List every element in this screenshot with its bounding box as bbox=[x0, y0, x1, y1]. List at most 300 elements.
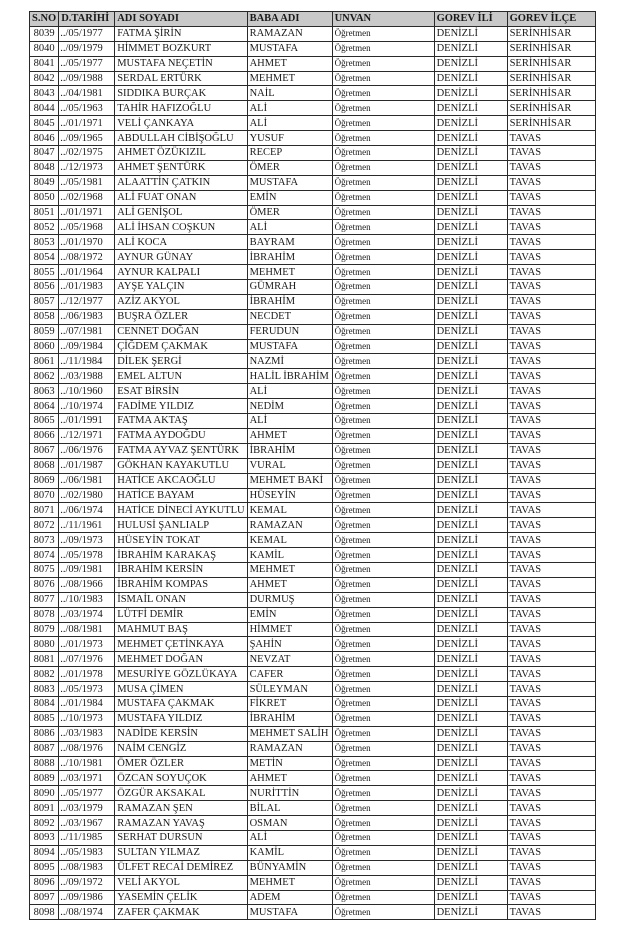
cell-district: TAVAS bbox=[507, 682, 595, 697]
cell-full-name: FATMA AYDOĞDU bbox=[115, 428, 247, 443]
cell-province: DENİZLİ bbox=[434, 890, 507, 905]
table-row bbox=[30, 726, 596, 741]
table-row bbox=[30, 56, 596, 71]
cell-district: TAVAS bbox=[507, 458, 595, 473]
cell-province: DENİZLİ bbox=[434, 830, 507, 845]
cell-title: Öğretmen bbox=[332, 637, 434, 652]
cell-district: TAVAS bbox=[507, 890, 595, 905]
cell-birth-date: ../05/1977 bbox=[59, 26, 115, 41]
cell-birth-date: ../01/1983 bbox=[59, 280, 115, 295]
table-row bbox=[30, 265, 596, 280]
cell-title: Öğretmen bbox=[332, 756, 434, 771]
cell-full-name: NADİDE KERSİN bbox=[115, 726, 247, 741]
cell-full-name: MESURİYE GÖZLÜKAYA bbox=[115, 667, 247, 682]
cell-district: TAVAS bbox=[507, 771, 595, 786]
cell-sno: 8056 bbox=[30, 280, 59, 295]
cell-province: DENİZLİ bbox=[434, 101, 507, 116]
cell-birth-date: ../05/1977 bbox=[59, 56, 115, 71]
cell-district: TAVAS bbox=[507, 339, 595, 354]
cell-sno: 8053 bbox=[30, 235, 59, 250]
cell-sno: 8069 bbox=[30, 473, 59, 488]
cell-district: TAVAS bbox=[507, 220, 595, 235]
cell-father-name: İBRAHİM bbox=[247, 294, 332, 309]
cell-father-name: AHMET bbox=[247, 428, 332, 443]
cell-sno: 8060 bbox=[30, 339, 59, 354]
cell-birth-date: ../03/1988 bbox=[59, 369, 115, 384]
cell-district: TAVAS bbox=[507, 160, 595, 175]
cell-birth-date: ../05/1981 bbox=[59, 175, 115, 190]
cell-father-name: ALİ bbox=[247, 414, 332, 429]
cell-province: DENİZLİ bbox=[434, 86, 507, 101]
cell-father-name: NAZMİ bbox=[247, 354, 332, 369]
cell-title: Öğretmen bbox=[332, 562, 434, 577]
cell-title: Öğretmen bbox=[332, 473, 434, 488]
cell-full-name: MUSTAFA ÇAKMAK bbox=[115, 696, 247, 711]
cell-full-name: ÖMER ÖZLER bbox=[115, 756, 247, 771]
cell-sno: 8067 bbox=[30, 443, 59, 458]
cell-province: DENİZLİ bbox=[434, 622, 507, 637]
header-sno: S.NO bbox=[30, 12, 59, 27]
cell-birth-date: ../02/1968 bbox=[59, 190, 115, 205]
cell-province: DENİZLİ bbox=[434, 116, 507, 131]
cell-father-name: YUSUF bbox=[247, 131, 332, 146]
cell-district: TAVAS bbox=[507, 562, 595, 577]
cell-father-name: OSMAN bbox=[247, 816, 332, 831]
cell-title: Öğretmen bbox=[332, 890, 434, 905]
cell-title: Öğretmen bbox=[332, 116, 434, 131]
cell-birth-date: ../09/1979 bbox=[59, 41, 115, 56]
cell-full-name: TAHİR HAFIZOĞLU bbox=[115, 101, 247, 116]
cell-district: TAVAS bbox=[507, 652, 595, 667]
table-row bbox=[30, 711, 596, 726]
personnel-table bbox=[29, 11, 596, 920]
cell-province: DENİZLİ bbox=[434, 741, 507, 756]
cell-province: DENİZLİ bbox=[434, 146, 507, 161]
cell-province: DENİZLİ bbox=[434, 696, 507, 711]
cell-father-name: METİN bbox=[247, 756, 332, 771]
cell-title: Öğretmen bbox=[332, 56, 434, 71]
cell-sno: 8072 bbox=[30, 518, 59, 533]
table-row bbox=[30, 443, 596, 458]
cell-district: TAVAS bbox=[507, 443, 595, 458]
cell-father-name: MEHMET BAKİ bbox=[247, 473, 332, 488]
cell-title: Öğretmen bbox=[332, 205, 434, 220]
cell-province: DENİZLİ bbox=[434, 562, 507, 577]
cell-full-name: FATMA ŞİRİN bbox=[115, 26, 247, 41]
cell-title: Öğretmen bbox=[332, 786, 434, 801]
cell-sno: 8041 bbox=[30, 56, 59, 71]
cell-sno: 8095 bbox=[30, 860, 59, 875]
cell-father-name: ÖMER bbox=[247, 205, 332, 220]
cell-birth-date: ../08/1976 bbox=[59, 741, 115, 756]
table-row bbox=[30, 637, 596, 652]
cell-district: TAVAS bbox=[507, 399, 595, 414]
cell-title: Öğretmen bbox=[332, 845, 434, 860]
table-row bbox=[30, 86, 596, 101]
cell-title: Öğretmen bbox=[332, 399, 434, 414]
table-row bbox=[30, 294, 596, 309]
cell-sno: 8049 bbox=[30, 175, 59, 190]
cell-district: TAVAS bbox=[507, 265, 595, 280]
cell-father-name: İBRAHİM bbox=[247, 443, 332, 458]
cell-father-name: BİLAL bbox=[247, 801, 332, 816]
cell-sno: 8054 bbox=[30, 250, 59, 265]
cell-district: TAVAS bbox=[507, 548, 595, 563]
cell-father-name: NAİL bbox=[247, 86, 332, 101]
cell-sno: 8068 bbox=[30, 458, 59, 473]
cell-province: DENİZLİ bbox=[434, 384, 507, 399]
cell-province: DENİZLİ bbox=[434, 652, 507, 667]
cell-full-name: CENNET DOĞAN bbox=[115, 324, 247, 339]
cell-sno: 8061 bbox=[30, 354, 59, 369]
cell-district: TAVAS bbox=[507, 294, 595, 309]
cell-father-name: KEMAL bbox=[247, 533, 332, 548]
cell-full-name: ESAT BİRSİN bbox=[115, 384, 247, 399]
cell-full-name: HULUSİ ŞANLIALP bbox=[115, 518, 247, 533]
table-row bbox=[30, 309, 596, 324]
cell-birth-date: ../05/1977 bbox=[59, 786, 115, 801]
cell-province: DENİZLİ bbox=[434, 860, 507, 875]
cell-father-name: BAYRAM bbox=[247, 235, 332, 250]
cell-birth-date: ../09/1988 bbox=[59, 71, 115, 86]
cell-birth-date: ../06/1981 bbox=[59, 473, 115, 488]
cell-province: DENİZLİ bbox=[434, 294, 507, 309]
table-row bbox=[30, 830, 596, 845]
cell-birth-date: ../06/1974 bbox=[59, 503, 115, 518]
table-row bbox=[30, 577, 596, 592]
cell-sno: 8040 bbox=[30, 41, 59, 56]
cell-birth-date: ../02/1975 bbox=[59, 146, 115, 161]
cell-title: Öğretmen bbox=[332, 652, 434, 667]
cell-sno: 8051 bbox=[30, 205, 59, 220]
table-row bbox=[30, 890, 596, 905]
cell-title: Öğretmen bbox=[332, 384, 434, 399]
cell-district: TAVAS bbox=[507, 205, 595, 220]
cell-title: Öğretmen bbox=[332, 309, 434, 324]
cell-province: DENİZLİ bbox=[434, 577, 507, 592]
table-row bbox=[30, 116, 596, 131]
cell-birth-date: ../02/1980 bbox=[59, 488, 115, 503]
cell-father-name: CAFER bbox=[247, 667, 332, 682]
cell-father-name: HİMMET bbox=[247, 622, 332, 637]
cell-birth-date: ../05/1978 bbox=[59, 548, 115, 563]
cell-title: Öğretmen bbox=[332, 146, 434, 161]
cell-sno: 8077 bbox=[30, 592, 59, 607]
cell-title: Öğretmen bbox=[332, 682, 434, 697]
cell-birth-date: ../07/1981 bbox=[59, 324, 115, 339]
cell-birth-date: ../12/1973 bbox=[59, 160, 115, 175]
cell-district: TAVAS bbox=[507, 250, 595, 265]
cell-title: Öğretmen bbox=[332, 175, 434, 190]
table-row bbox=[30, 875, 596, 890]
table-row bbox=[30, 622, 596, 637]
cell-father-name: NURİTTİN bbox=[247, 786, 332, 801]
cell-province: DENİZLİ bbox=[434, 592, 507, 607]
table-row bbox=[30, 339, 596, 354]
cell-sno: 8084 bbox=[30, 696, 59, 711]
cell-father-name: ALİ bbox=[247, 830, 332, 845]
cell-province: DENİZLİ bbox=[434, 533, 507, 548]
cell-father-name: MEHMET bbox=[247, 875, 332, 890]
cell-full-name: RAMAZAN ŞEN bbox=[115, 801, 247, 816]
cell-birth-date: ../12/1977 bbox=[59, 294, 115, 309]
cell-father-name: RAMAZAN bbox=[247, 518, 332, 533]
table-row bbox=[30, 101, 596, 116]
cell-title: Öğretmen bbox=[332, 518, 434, 533]
cell-district: TAVAS bbox=[507, 801, 595, 816]
cell-full-name: ALAATTİN ÇATKIN bbox=[115, 175, 247, 190]
cell-province: DENİZLİ bbox=[434, 667, 507, 682]
cell-district: TAVAS bbox=[507, 875, 595, 890]
table-row bbox=[30, 131, 596, 146]
cell-province: DENİZLİ bbox=[434, 280, 507, 295]
cell-title: Öğretmen bbox=[332, 622, 434, 637]
cell-district: SERİNHİSAR bbox=[507, 71, 595, 86]
cell-full-name: MAHMUT BAŞ bbox=[115, 622, 247, 637]
cell-full-name: NAİM CENGİZ bbox=[115, 741, 247, 756]
cell-title: Öğretmen bbox=[332, 741, 434, 756]
cell-birth-date: ../07/1976 bbox=[59, 652, 115, 667]
cell-birth-date: ../03/1979 bbox=[59, 801, 115, 816]
cell-province: DENİZLİ bbox=[434, 309, 507, 324]
cell-sno: 8058 bbox=[30, 309, 59, 324]
cell-district: TAVAS bbox=[507, 488, 595, 503]
cell-birth-date: ../08/1981 bbox=[59, 622, 115, 637]
table-row bbox=[30, 414, 596, 429]
cell-father-name: MEHMET bbox=[247, 265, 332, 280]
cell-full-name: DİLEK ŞERGİ bbox=[115, 354, 247, 369]
cell-title: Öğretmen bbox=[332, 488, 434, 503]
cell-title: Öğretmen bbox=[332, 726, 434, 741]
cell-district: TAVAS bbox=[507, 518, 595, 533]
cell-full-name: YASEMİN ÇELİK bbox=[115, 890, 247, 905]
cell-full-name: GÖKHAN KAYAKUTLU bbox=[115, 458, 247, 473]
cell-full-name: VELİ ÇANKAYA bbox=[115, 116, 247, 131]
cell-district: TAVAS bbox=[507, 473, 595, 488]
cell-title: Öğretmen bbox=[332, 667, 434, 682]
cell-sno: 8089 bbox=[30, 771, 59, 786]
table-row bbox=[30, 682, 596, 697]
cell-full-name: AHMET ÖZÜKIZIL bbox=[115, 146, 247, 161]
cell-sno: 8088 bbox=[30, 756, 59, 771]
cell-full-name: MEHMET DOĞAN bbox=[115, 652, 247, 667]
cell-title: Öğretmen bbox=[332, 294, 434, 309]
table-row bbox=[30, 458, 596, 473]
cell-full-name: ALİ GENİŞOL bbox=[115, 205, 247, 220]
cell-birth-date: ../09/1981 bbox=[59, 562, 115, 577]
cell-province: DENİZLİ bbox=[434, 324, 507, 339]
cell-province: DENİZLİ bbox=[434, 56, 507, 71]
cell-sno: 8081 bbox=[30, 652, 59, 667]
cell-full-name: LÜTFİ DEMİR bbox=[115, 607, 247, 622]
cell-birth-date: ../03/1974 bbox=[59, 607, 115, 622]
cell-father-name: NECDET bbox=[247, 309, 332, 324]
cell-full-name: AYNUR KALPALI bbox=[115, 265, 247, 280]
cell-title: Öğretmen bbox=[332, 711, 434, 726]
cell-birth-date: ../09/1965 bbox=[59, 131, 115, 146]
cell-father-name: MUSTAFA bbox=[247, 905, 332, 920]
cell-title: Öğretmen bbox=[332, 26, 434, 41]
cell-birth-date: ../03/1971 bbox=[59, 771, 115, 786]
cell-full-name: ÖZCAN SOYUÇOK bbox=[115, 771, 247, 786]
cell-province: DENİZLİ bbox=[434, 726, 507, 741]
cell-full-name: AHMET ŞENTÜRK bbox=[115, 160, 247, 175]
cell-full-name: İBRAHİM KARAKAŞ bbox=[115, 548, 247, 563]
table-row bbox=[30, 667, 596, 682]
cell-full-name: VELİ AKYOL bbox=[115, 875, 247, 890]
cell-full-name: SULTAN YILMAZ bbox=[115, 845, 247, 860]
cell-father-name: ÖMER bbox=[247, 160, 332, 175]
cell-title: Öğretmen bbox=[332, 190, 434, 205]
cell-title: Öğretmen bbox=[332, 71, 434, 86]
table-row bbox=[30, 146, 596, 161]
cell-title: Öğretmen bbox=[332, 592, 434, 607]
cell-province: DENİZLİ bbox=[434, 235, 507, 250]
cell-sno: 8048 bbox=[30, 160, 59, 175]
cell-full-name: EMEL ALTUN bbox=[115, 369, 247, 384]
cell-title: Öğretmen bbox=[332, 160, 434, 175]
cell-full-name: ABDULLAH CİBİŞOĞLU bbox=[115, 131, 247, 146]
cell-sno: 8097 bbox=[30, 890, 59, 905]
cell-sno: 8079 bbox=[30, 622, 59, 637]
cell-birth-date: ../10/1973 bbox=[59, 711, 115, 726]
cell-birth-date: ../01/1964 bbox=[59, 265, 115, 280]
cell-title: Öğretmen bbox=[332, 905, 434, 920]
cell-district: TAVAS bbox=[507, 726, 595, 741]
cell-birth-date: ../10/1960 bbox=[59, 384, 115, 399]
table-row bbox=[30, 369, 596, 384]
cell-full-name: HÜSEYİN TOKAT bbox=[115, 533, 247, 548]
cell-district: TAVAS bbox=[507, 175, 595, 190]
cell-full-name: RAMAZAN YAVAŞ bbox=[115, 816, 247, 831]
cell-father-name: RECEP bbox=[247, 146, 332, 161]
document-page bbox=[29, 11, 596, 920]
cell-full-name: MEHMET ÇETİNKAYA bbox=[115, 637, 247, 652]
cell-father-name: MEHMET SALİH bbox=[247, 726, 332, 741]
cell-title: Öğretmen bbox=[332, 101, 434, 116]
cell-full-name: MUSTAFA YILDIZ bbox=[115, 711, 247, 726]
cell-full-name: ÇİĞDEM ÇAKMAK bbox=[115, 339, 247, 354]
cell-sno: 8086 bbox=[30, 726, 59, 741]
cell-father-name: EMİN bbox=[247, 607, 332, 622]
table-row bbox=[30, 354, 596, 369]
cell-district: TAVAS bbox=[507, 830, 595, 845]
cell-district: TAVAS bbox=[507, 280, 595, 295]
cell-district: TAVAS bbox=[507, 131, 595, 146]
cell-birth-date: ../09/1973 bbox=[59, 533, 115, 548]
cell-full-name: İBRAHİM KERSİN bbox=[115, 562, 247, 577]
cell-full-name: SIDDIKA BURÇAK bbox=[115, 86, 247, 101]
cell-province: DENİZLİ bbox=[434, 369, 507, 384]
cell-birth-date: ../05/1983 bbox=[59, 845, 115, 860]
cell-birth-date: ../01/1973 bbox=[59, 637, 115, 652]
cell-full-name: ALİ İHSAN COŞKUN bbox=[115, 220, 247, 235]
cell-sno: 8065 bbox=[30, 414, 59, 429]
cell-sno: 8047 bbox=[30, 146, 59, 161]
cell-province: DENİZLİ bbox=[434, 503, 507, 518]
cell-father-name: HÜSEYİN bbox=[247, 488, 332, 503]
cell-full-name: AYŞE YALÇIN bbox=[115, 280, 247, 295]
cell-district: TAVAS bbox=[507, 309, 595, 324]
cell-province: DENİZLİ bbox=[434, 250, 507, 265]
cell-father-name: ALİ bbox=[247, 384, 332, 399]
table-row bbox=[30, 548, 596, 563]
table-row bbox=[30, 607, 596, 622]
cell-province: DENİZLİ bbox=[434, 816, 507, 831]
cell-title: Öğretmen bbox=[332, 875, 434, 890]
cell-full-name: MUSA ÇİMEN bbox=[115, 682, 247, 697]
cell-province: DENİZLİ bbox=[434, 428, 507, 443]
cell-sno: 8063 bbox=[30, 384, 59, 399]
cell-full-name: BUŞRA ÖZLER bbox=[115, 309, 247, 324]
cell-father-name: MUSTAFA bbox=[247, 339, 332, 354]
cell-birth-date: ../01/1970 bbox=[59, 235, 115, 250]
cell-full-name: HATİCE BAYAM bbox=[115, 488, 247, 503]
cell-district: TAVAS bbox=[507, 235, 595, 250]
cell-province: DENİZLİ bbox=[434, 845, 507, 860]
cell-district: TAVAS bbox=[507, 592, 595, 607]
table-row bbox=[30, 533, 596, 548]
table-row bbox=[30, 801, 596, 816]
cell-title: Öğretmen bbox=[332, 830, 434, 845]
cell-district: TAVAS bbox=[507, 860, 595, 875]
cell-province: DENİZLİ bbox=[434, 473, 507, 488]
cell-district: TAVAS bbox=[507, 190, 595, 205]
cell-sno: 8074 bbox=[30, 548, 59, 563]
cell-father-name: VURAL bbox=[247, 458, 332, 473]
cell-district: SERİNHİSAR bbox=[507, 116, 595, 131]
cell-birth-date: ../09/1972 bbox=[59, 875, 115, 890]
cell-sno: 8071 bbox=[30, 503, 59, 518]
cell-district: TAVAS bbox=[507, 622, 595, 637]
cell-birth-date: ../12/1971 bbox=[59, 428, 115, 443]
cell-full-name: İBRAHİM KOMPAS bbox=[115, 577, 247, 592]
table-row bbox=[30, 503, 596, 518]
cell-province: DENİZLİ bbox=[434, 756, 507, 771]
cell-sno: 8066 bbox=[30, 428, 59, 443]
cell-sno: 8096 bbox=[30, 875, 59, 890]
header-district: GOREV İLÇE bbox=[507, 12, 595, 27]
cell-full-name: MUSTAFA NEÇETİN bbox=[115, 56, 247, 71]
cell-sno: 8055 bbox=[30, 265, 59, 280]
cell-full-name: HATİCE DİNECİ AYKUTLU bbox=[115, 503, 247, 518]
table-body bbox=[30, 26, 596, 919]
cell-birth-date: ../11/1984 bbox=[59, 354, 115, 369]
cell-title: Öğretmen bbox=[332, 339, 434, 354]
table-header-row bbox=[30, 12, 596, 27]
cell-district: TAVAS bbox=[507, 146, 595, 161]
cell-district: TAVAS bbox=[507, 428, 595, 443]
cell-province: DENİZLİ bbox=[434, 339, 507, 354]
cell-father-name: RAMAZAN bbox=[247, 26, 332, 41]
cell-province: DENİZLİ bbox=[434, 518, 507, 533]
cell-title: Öğretmen bbox=[332, 860, 434, 875]
cell-sno: 8098 bbox=[30, 905, 59, 920]
cell-province: DENİZLİ bbox=[434, 399, 507, 414]
table-row bbox=[30, 250, 596, 265]
cell-title: Öğretmen bbox=[332, 607, 434, 622]
table-row bbox=[30, 41, 596, 56]
cell-full-name: ÖZGÜR AKSAKAL bbox=[115, 786, 247, 801]
cell-sno: 8087 bbox=[30, 741, 59, 756]
cell-title: Öğretmen bbox=[332, 280, 434, 295]
cell-father-name: FERUDUN bbox=[247, 324, 332, 339]
cell-title: Öğretmen bbox=[332, 250, 434, 265]
table-row bbox=[30, 756, 596, 771]
cell-father-name: NEVZAT bbox=[247, 652, 332, 667]
cell-full-name: ÜLFET RECAİ DEMİREZ bbox=[115, 860, 247, 875]
table-row bbox=[30, 160, 596, 175]
